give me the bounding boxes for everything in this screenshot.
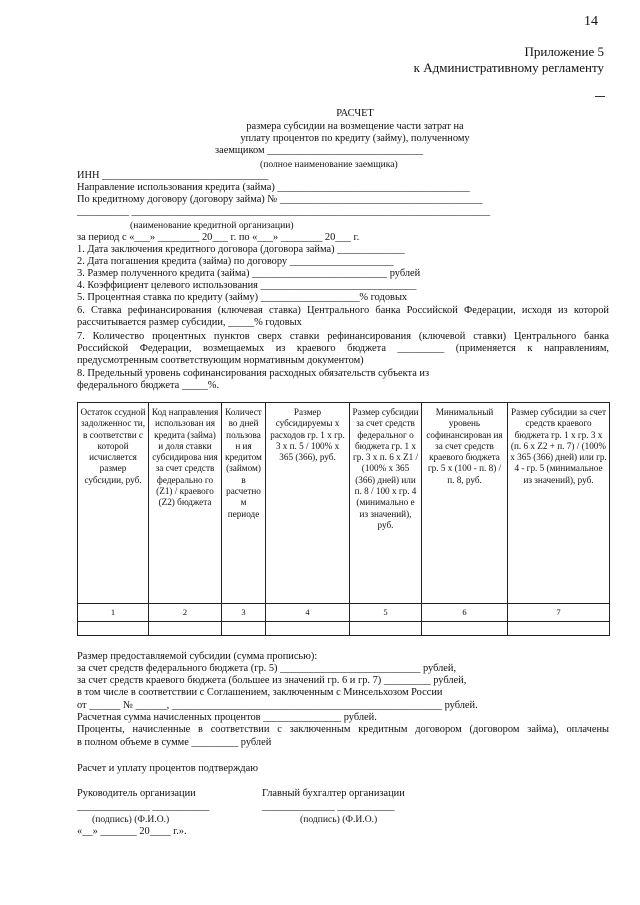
summary-line-5: от ______ № ______, ____________________________________________________ рублей. bbox=[77, 700, 478, 711]
table-cell bbox=[149, 622, 222, 636]
title-line-2: уплату процентов по кредиту (займу), полученному bbox=[240, 133, 470, 144]
credit-org-caption: (наименование кредитной организации) bbox=[130, 220, 294, 231]
header-cell-5: Размер субсидии за счет средств федеральног о бюджета гр. 1 х гр. 3 х п. 6 х Z1 / (100% х 365 (366) дней) или п. 8 / 100 х гр. 4 (минимально е из значений), руб. bbox=[350, 403, 422, 604]
corner-dash bbox=[595, 96, 605, 97]
direction-field: Направление использования кредита (займа) _____________________________________ bbox=[77, 182, 470, 193]
summary-line-7: Проценты, начисленные в соответствии с заключенным кредитным договором (договором займа), оплачены bbox=[77, 724, 609, 735]
summary-line-2: за счет средств федерального бюджета (гр. 5) ___________________________ рублей, bbox=[77, 663, 457, 674]
appendix-line-2: к Административному регламенту bbox=[413, 60, 604, 75]
column-number: 3 bbox=[222, 604, 266, 622]
header-cell-1: Остаток ссудной задолженнос ти, в соответстви с которой исчисляется размер субсидии, руб. bbox=[78, 403, 149, 604]
contract-field: По кредитному договору (договору займа) № _______________________________________ bbox=[77, 194, 483, 205]
table-row bbox=[78, 622, 610, 636]
item-2: 2. Дата погашения кредита (займа) по договору ____________________ bbox=[77, 256, 394, 267]
table-cell bbox=[422, 622, 508, 636]
item-6-line-2: рассчитывается размер субсидии, _____% годовых bbox=[77, 317, 302, 328]
head-title: Руководитель организации bbox=[77, 788, 196, 799]
column-number: 1 bbox=[78, 604, 149, 622]
item-8-line-1: 8. Предельный уровень софинансирования расходных обязательств субъекта из bbox=[77, 368, 430, 379]
item-6-line-1: 6. Ставка рефинансирования (ключевая ставка) Центрального банка Российской Федерации, исходя из которой bbox=[77, 305, 609, 316]
column-number: 5 bbox=[350, 604, 422, 622]
item-7-line-2: Российской Федерации, возмещаемых из краевого бюджета _________ (применяется к направлениям, bbox=[77, 343, 609, 354]
table-cell bbox=[350, 622, 422, 636]
date-line: «__» _______ 20____ г.». bbox=[77, 826, 187, 837]
confirmation-text: Расчет и уплату процентов подтверждаю bbox=[77, 763, 258, 774]
column-number: 2 bbox=[149, 604, 222, 622]
table-cell bbox=[78, 622, 149, 636]
header-cell-3: Количест во дней пользован ия кредитом (займом) в расчетно м периоде bbox=[222, 403, 266, 604]
inn-field: ИНН ________________________________ bbox=[77, 170, 269, 181]
table-cell bbox=[508, 622, 610, 636]
accountant-signature-lines: ______________ ___________ bbox=[262, 801, 395, 812]
credit-org-line: __________ _____________________________________________________________________ bbox=[77, 206, 491, 217]
period-field: за период с «___» ________ 20___ г. по «___» ________ 20___ г. bbox=[77, 232, 360, 243]
header-cell-7: Размер субсидии за счет средств краевого бюджета гр. 1 х гр. 3 х (п. 6 х Z2 + п. 7) / (100% х 365 (366) дней) или гр. 4 - гр. 5 (минимальное из значений), руб. bbox=[508, 403, 610, 604]
header-cell-2: Код направления использован ия кредита (займа) и доля ставки субсидирова ния за счет средств федерально го (Z1) / краевого (Z2) бюджета bbox=[149, 403, 222, 604]
header-cell-6: Минимальный уровень софинансирован ия за счет средств краевого бюджета гр. 5 х (100 - п. 8) / п. 8, руб. bbox=[422, 403, 508, 604]
head-signature-captions: (подпись) (Ф.И.О.) bbox=[92, 814, 170, 825]
table-number-row bbox=[78, 604, 610, 622]
title-line-1: размера субсидии на возмещение части затрат на bbox=[246, 121, 464, 132]
item-7-line-1: 7. Количество процентных пунктов сверх ставки рефинансирования (ключевой ставки) Центрального банка bbox=[77, 331, 609, 342]
summary-line-4: в том числе в соответствии с Соглашением, заключенным с Минсельхозом России bbox=[77, 687, 443, 698]
item-8-line-2: федерального бюджета _____%. bbox=[77, 380, 220, 391]
head-signature-lines: ______________ ___________ bbox=[77, 801, 210, 812]
item-5: 5. Процентная ставка по кредиту (займу) ___________________% годовых bbox=[77, 292, 408, 303]
item-7-line-3: предусмотренным соответствующим нормативным документом) bbox=[77, 355, 364, 366]
appendix-line-1: Приложение 5 bbox=[524, 44, 604, 59]
item-4: 4. Коэффициент целевого использования ______________________________ bbox=[77, 280, 417, 291]
summary-line-1: Размер предоставляемой субсидии (сумма прописью): bbox=[77, 651, 318, 662]
column-number: 6 bbox=[422, 604, 508, 622]
header-cell-4: Размер субсидируемы х расходов гр. 1 х гр. 3 х п. 5 / 100% х 365 (366), руб. bbox=[266, 403, 350, 604]
item-3: 3. Размер полученного кредита (займа) __________________________ рублей bbox=[77, 268, 421, 279]
accountant-title: Главный бухгалтер организации bbox=[262, 788, 405, 799]
column-number: 4 bbox=[266, 604, 350, 622]
table-cell bbox=[266, 622, 350, 636]
page-number: 14 bbox=[584, 14, 598, 29]
column-number: 7 bbox=[508, 604, 610, 622]
accountant-signature-captions: (подпись) (Ф.И.О.) bbox=[300, 814, 378, 825]
document-heading: РАСЧЕТ bbox=[336, 108, 374, 119]
item-1: 1. Дата заключения кредитного договора (договора займа) _____________ bbox=[77, 244, 405, 255]
borrower-caption: (полное наименование заемщика) bbox=[260, 159, 398, 170]
summary-line-3: за счет средств краевого бюджета (большее из значений гр. 6 и гр. 7) _________ рублей, bbox=[77, 675, 467, 686]
title-line-3: заемщиком ______________________________ bbox=[215, 145, 424, 156]
table-header-row bbox=[78, 403, 610, 604]
summary-line-8: в полном объеме в сумме _________ рублей bbox=[77, 737, 272, 748]
summary-line-6: Расчетная сумма начисленных процентов _______________ рублей. bbox=[77, 712, 377, 723]
calculation-table bbox=[77, 402, 610, 636]
table-cell bbox=[222, 622, 266, 636]
